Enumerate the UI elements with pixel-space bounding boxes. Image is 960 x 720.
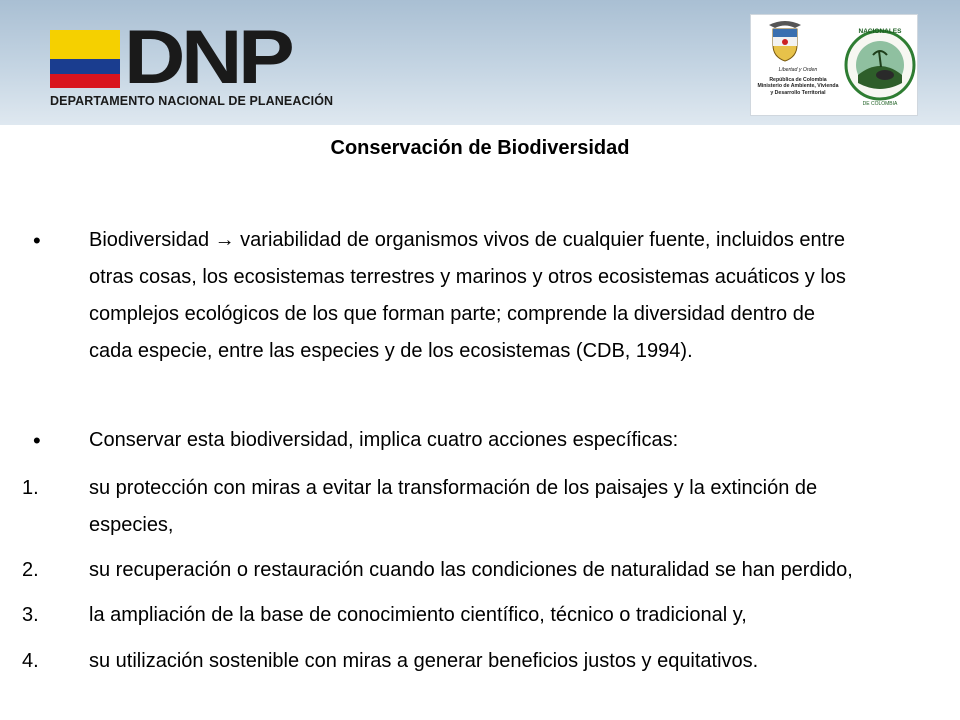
item-text [89, 222, 939, 370]
item-number: 3. [22, 604, 39, 626]
text-line: otras cosas, los ecosistemas terrestres y marinos y otros ecosistemas acuáticos y los [89, 266, 846, 288]
item-text [89, 597, 939, 634]
svg-text:DE COLOMBIA: DE COLOMBIA [862, 101, 898, 107]
ministry-motto: Libertad y Orden [778, 67, 818, 73]
item-text [89, 552, 939, 589]
partner-logos [750, 14, 918, 116]
text-line: Conservar esta biodiversidad, implica cuatro acciones específicas: [89, 429, 679, 451]
item-text [89, 422, 939, 459]
text-line: su utilización sostenible con miras a generar beneficios justos y equitativos. [89, 650, 759, 672]
text-line: especies, [89, 514, 174, 536]
item-number: 1. [22, 477, 39, 499]
ministry-text [754, 67, 842, 96]
bullet-marker: • [33, 428, 41, 453]
colombia-flag-logo [50, 30, 120, 88]
item-text [89, 643, 939, 680]
bullet-marker: • [33, 228, 41, 253]
item-text [89, 470, 939, 544]
text-line: Biodiversidad → variabilidad de organismos vivos de cualquier fuente, incluidos entre [89, 229, 845, 251]
slide-title: Conservación de Biodiversidad [330, 137, 630, 159]
text-line: la ampliación de la base de conocimiento científico, técnico o tradicional y, [89, 604, 747, 626]
svg-text:NACIONALES: NACIONALES [858, 28, 902, 35]
dnp-subtitle: DEPARTAMENTO NACIONAL DE PLANEACIÓN [50, 94, 334, 108]
text-line: complejos ecológicos de los que forman parte; comprende la diversidad dentro de [89, 303, 815, 325]
ministry-name: República de Colombia Ministerio de Ambiente, Vivienda y Desarrollo Territorial [757, 76, 839, 96]
item-number: 4. [22, 650, 39, 672]
parques-nacionales-logo [843, 17, 917, 113]
text-line: cada especie, entre las especies y de los ecosistemas (CDB, 1994). [89, 340, 693, 362]
dnp-wordmark: DNP [124, 15, 291, 100]
header-banner [0, 0, 960, 125]
text-line: su recuperación o restauración cuando las condiciones de naturalidad se han perdido, [89, 559, 853, 581]
item-number: 2. [22, 559, 39, 581]
coat-of-arms-icon [765, 19, 805, 63]
text-line: su protección con miras a evitar la transformación de los paisajes y la extinción de [89, 477, 818, 499]
